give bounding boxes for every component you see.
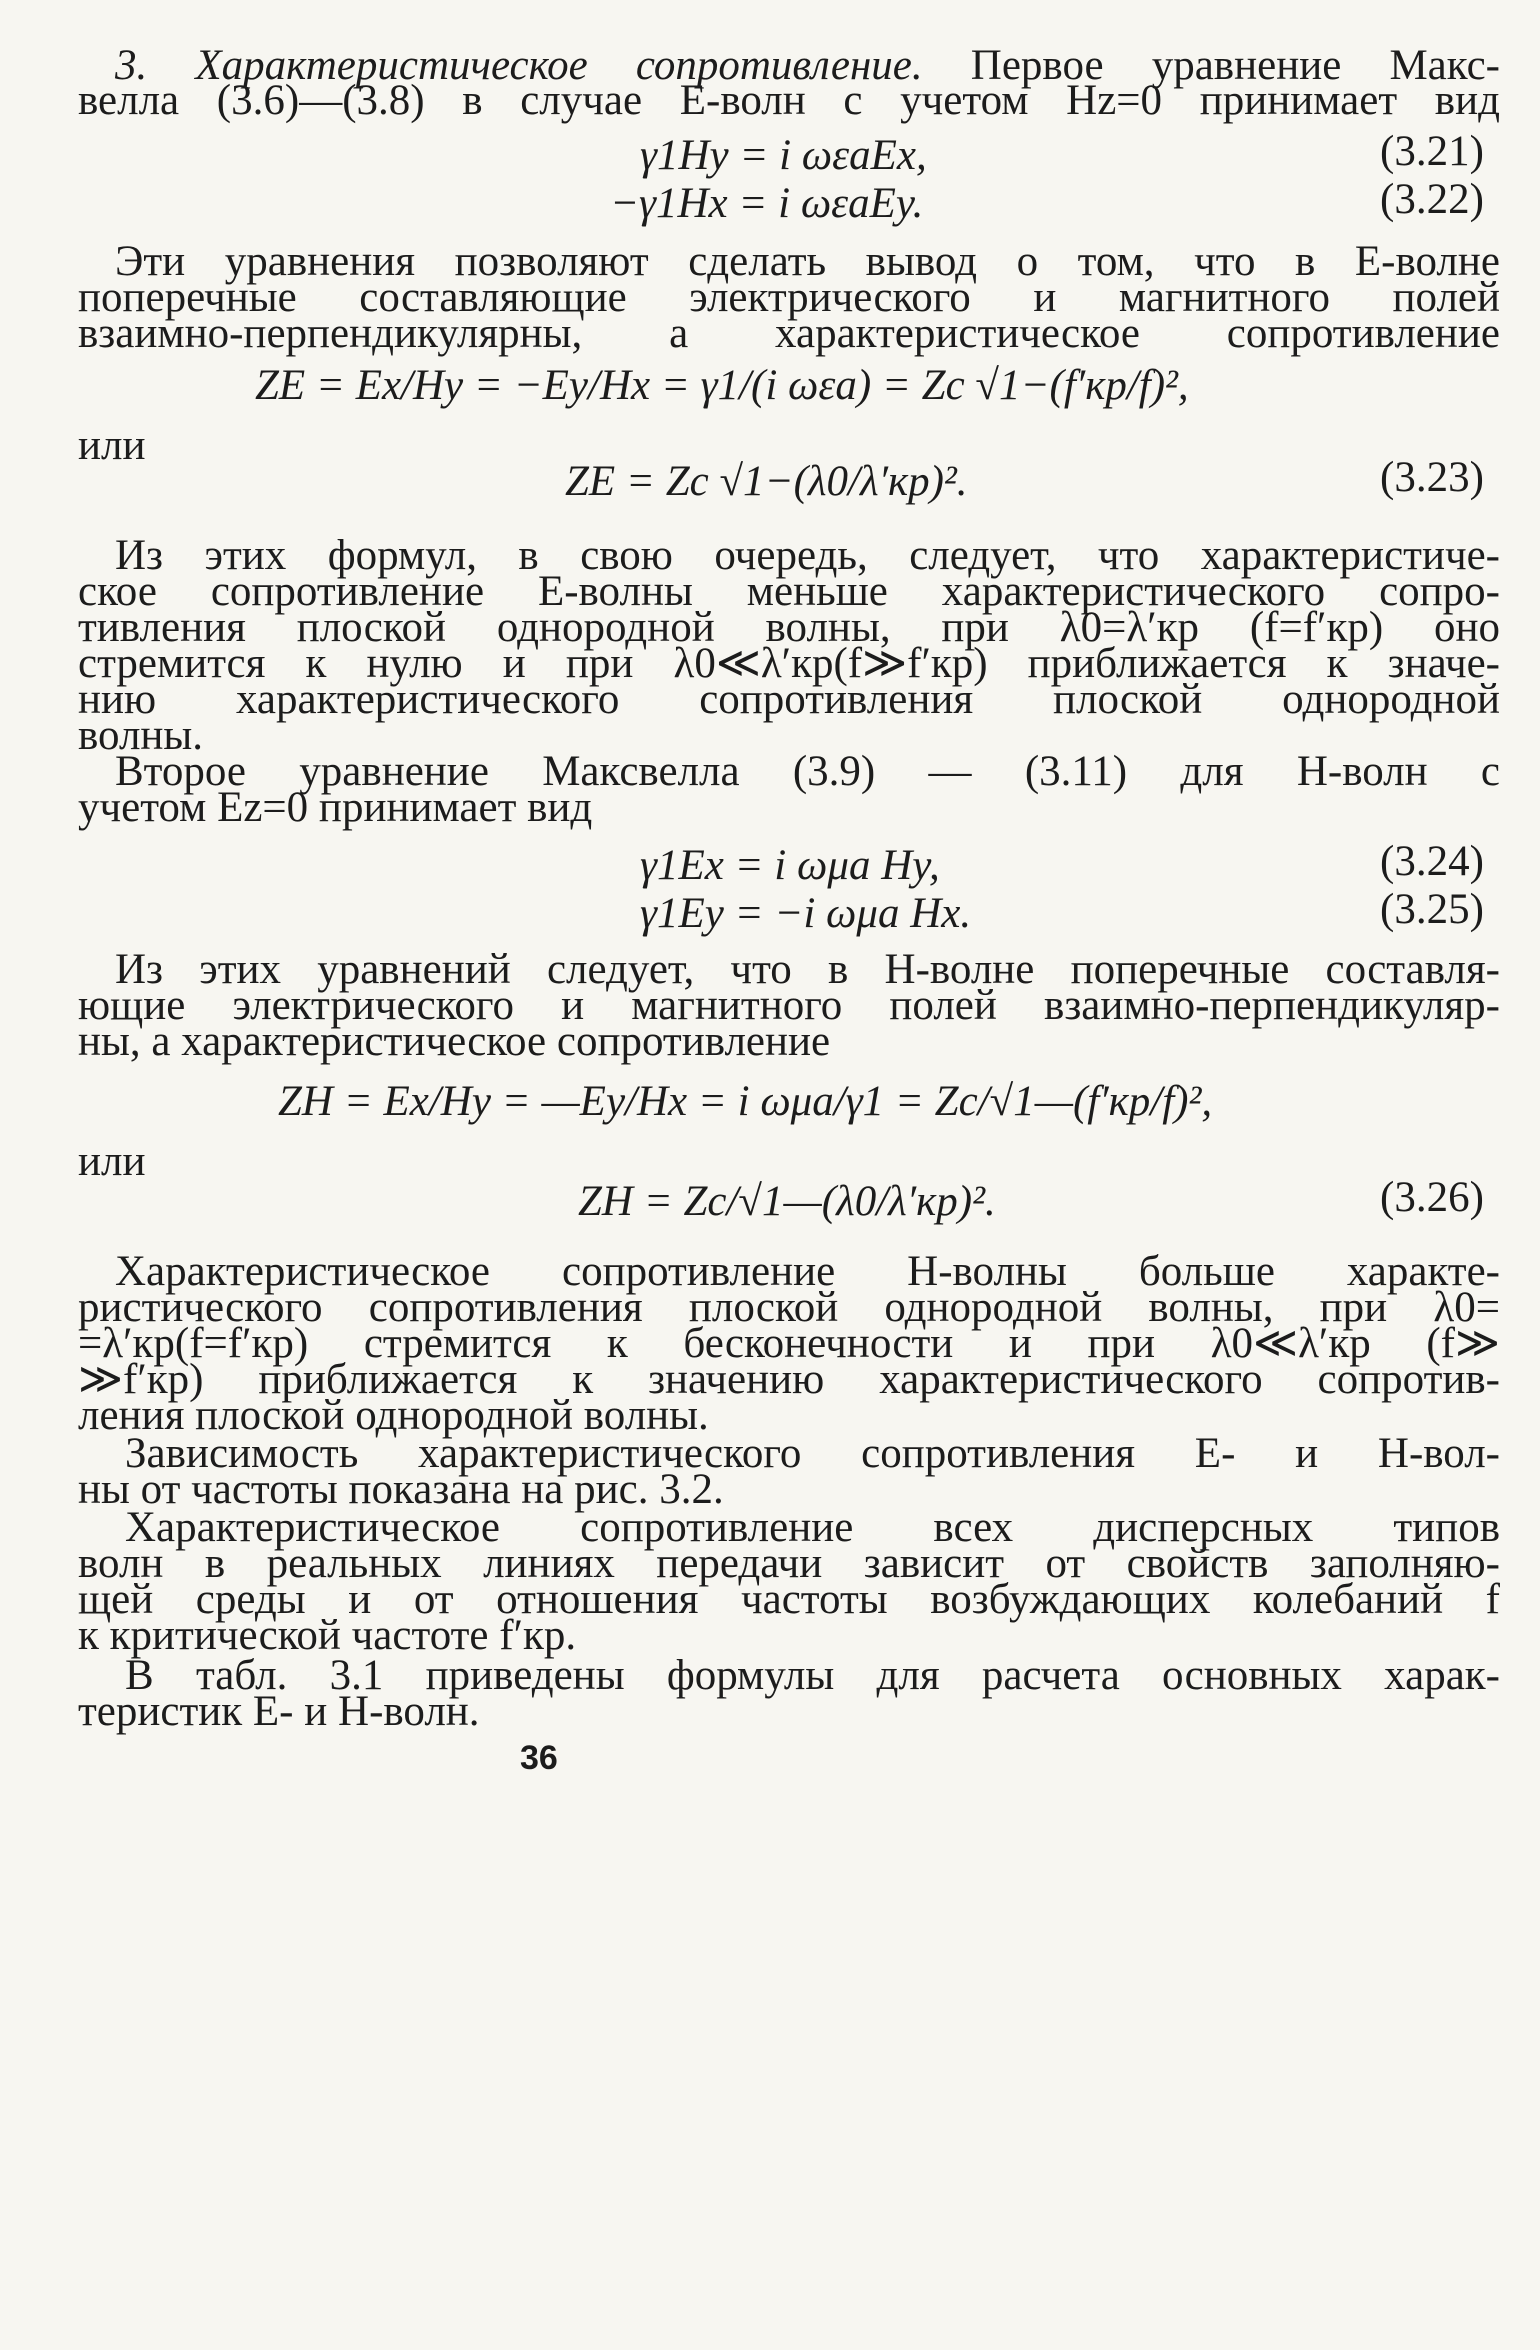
equation: −γ1Hx = i ωεaEy. xyxy=(610,180,924,227)
text-line: =λ′кр(f=f′кр) стремится к бесконечности и при λ0≪λ′кр (f≫ xyxy=(78,1320,1500,1367)
text-line: к критической частоте f′кр. xyxy=(78,1612,577,1659)
text-line: Характеристическое сопротивление всех дисперсных типов xyxy=(125,1504,1500,1551)
text-line: Второе уравнение Максвелла (3.9) — (3.11) для Н-волн с xyxy=(115,748,1500,795)
equation: γ1Ex = i ωμa Hy, xyxy=(640,842,940,889)
text-line: или xyxy=(78,1138,146,1185)
text-line: ны от частоты показана на рис. 3.2. xyxy=(78,1466,724,1513)
text-line: Характеристическое сопротивление Н-волны больше характе- xyxy=(115,1248,1500,1295)
text-line: теристик Е- и Н-волн. xyxy=(78,1688,480,1735)
text-line: ≫f′кр) приближается к значению характеристического сопротив- xyxy=(78,1356,1500,1403)
text-line: Эти уравнения позволяют сделать вывод о том, что в Е-волне xyxy=(115,238,1500,285)
equation-number: (3.22) xyxy=(1380,176,1484,223)
text-line: стремится к нулю и при λ0≪λ′кр(f≫f′кр) приближается к значе- xyxy=(78,640,1500,687)
text-line: Из этих уравнений следует, что в Н-волне поперечные составля- xyxy=(115,946,1500,993)
equation-number: (3.24) xyxy=(1380,838,1484,885)
equation: ZE = Zc √1−(λ0/λ′кр)². xyxy=(565,458,968,505)
equation: γ1Ey = −i ωμa Hx. xyxy=(640,890,972,937)
equation: ZH = Zc/√1—(λ0/λ′кр)². xyxy=(578,1178,996,1225)
equation: γ1Hy = i ωεaEx, xyxy=(640,132,927,179)
text-line: 3. Характеристическое сопротивление. Первое уравнение Макс- xyxy=(115,42,1500,89)
equation-number: (3.25) xyxy=(1380,886,1484,933)
section-heading: 3. Характеристическое сопротивление. xyxy=(115,42,923,89)
page-number: 36 xyxy=(520,1739,558,1777)
text-line: волн в реальных линиях передачи зависит от свойств заполняю- xyxy=(78,1540,1500,1587)
text-line: Зависимость характеристического сопротивления Е- и Н-вол- xyxy=(125,1430,1500,1477)
equation: ZE = Ex/Hy = −Ey/Hx = γ1/(i ωεa) = Zc √1−(f′кр/f)², xyxy=(255,362,1189,409)
text-line: или xyxy=(78,422,146,469)
text-line: тивления плоской однородной волны, при λ0=λ′кр (f=f′кр) оно xyxy=(78,604,1500,651)
text-line: ристического сопротивления плоской однородной волны, при λ0= xyxy=(78,1284,1500,1331)
equation-number: (3.23) xyxy=(1380,454,1484,501)
text-line: ны, а характеристическое сопротивление xyxy=(78,1018,831,1065)
text-line: велла (3.6)—(3.8) в случае Е-волн с учетом Hz=0 принимает вид xyxy=(78,77,1500,124)
text-line: взаимно-перпендикулярны, а характеристическое сопротивление xyxy=(78,310,1500,357)
text-line: ское сопротивление Е-волны меньше характеристического сопро- xyxy=(78,568,1500,615)
text-line: нию характеристического сопротивления плоской однородной xyxy=(78,676,1500,723)
text-line: В табл. 3.1 приведены формулы для расчета основных харак- xyxy=(125,1652,1500,1699)
text-line: волны. xyxy=(78,712,204,759)
text-line: щей среды и от отношения частоты возбуждающих колебаний f xyxy=(78,1576,1500,1623)
equation: ZH = Ex/Hy = —Ey/Hx = i ωμa/γ1 = Zc/√1—(f′кр/f)², xyxy=(278,1078,1213,1125)
text-line: Из этих формул, в свою очередь, следует, что характеристиче- xyxy=(115,532,1500,579)
text-line: ющие электрического и магнитного полей взаимно-перпендикуляр- xyxy=(78,982,1500,1029)
equation-number: (3.21) xyxy=(1380,128,1484,175)
text-line: ления плоской однородной волны. xyxy=(78,1392,709,1439)
equation-number: (3.26) xyxy=(1380,1174,1484,1221)
text-line: поперечные составляющие электрического и магнитного полей xyxy=(78,274,1500,321)
text-line: учетом Ez=0 принимает вид xyxy=(78,784,593,831)
